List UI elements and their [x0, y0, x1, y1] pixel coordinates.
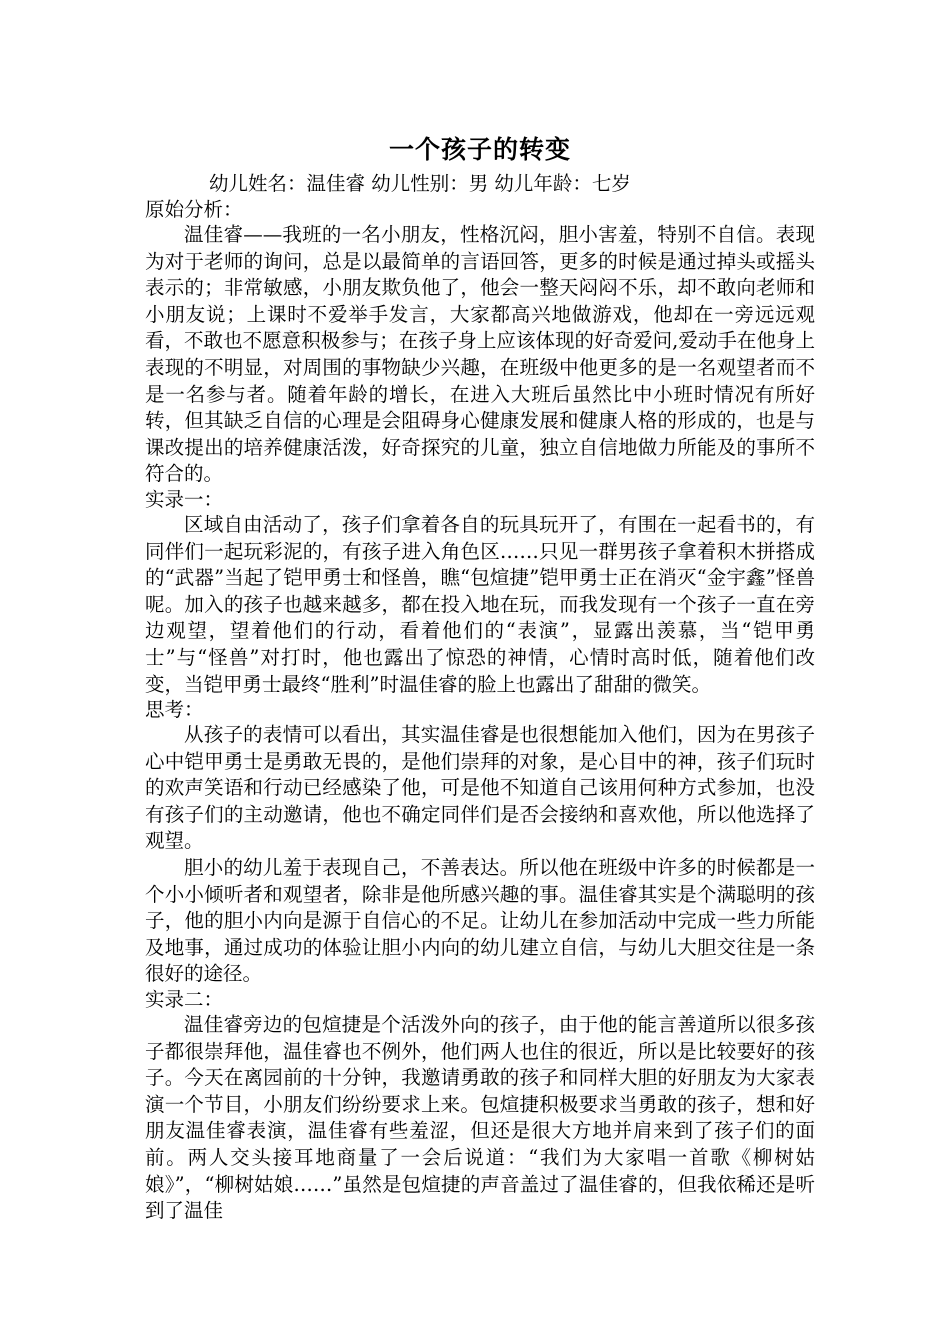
section-heading: 思考： — [145, 698, 204, 722]
section-record-two — [145, 988, 815, 1225]
paragraph: 从孩子的表情可以看出，其实温佳睿是也很想能加入他们，因为在男孩子心中铠甲勇士是勇敢无畏的，是他们崇拜的对象，是心目中的神，孩子们玩时的欢声笑语和行动已经感染了他，可是他不知道自己该用何种方式参加，也没有孩子们的主动邀请，他也不确定同伴们是否会接纳和喜欢他，所以他选择了观望。 — [145, 723, 815, 853]
child-info-line: 幼儿姓名：温佳睿 幼儿性别：男 幼儿年龄：七岁 — [209, 172, 631, 195]
section-heading: 实录一： — [145, 487, 224, 511]
section-reflection — [145, 698, 815, 988]
section-record-one — [145, 488, 815, 698]
section-heading: 原始分析： — [145, 198, 243, 221]
document-title: 一个孩子的转变 — [388, 135, 571, 164]
section-heading: 实录二： — [145, 988, 224, 1012]
paragraph: 区域自由活动了，孩子们拿着各自的玩具玩开了，有围在一起看书的，有同伴们一起玩彩泥的，有孩子进入角色区……只见一群男孩子拿着积木拼搭成的“武器”当起了铠甲勇士和怪兽，瞧“包煊捷”铠甲勇士正在消灭“金宇鑫”怪兽呢。加入的孩子也越来越多，都在投入地在玩，而我发现有一个孩子一直在旁边观望，望着他们的行动，看着他们的“表演”，显露出羡慕，当“铠甲勇士”与“怪兽”对打时，他也露出了惊恐的神情，心情时高时低，随着他们改变，当铠甲勇士最终“胜利”时温佳睿的脸上也露出了甜甜的微笑。 — [145, 512, 815, 696]
document-page — [145, 132, 815, 1225]
section-original-analysis — [145, 198, 815, 488]
paragraph: 温佳睿旁边的包煊捷是个活泼外向的孩子，由于他的能言善道所以很多孩子都很崇拜他，温佳睿也不例外，他们两人也住的很近，所以是比较要好的孩子。今天在离园前的十分钟，我邀请勇敢的孩子和同样大胆的好朋友为大家表演一个节目，小朋友们纷纷要求上来。包煊捷积极要求当勇敢的孩子，想和好朋友温佳睿表演，温佳睿有些羞涩，但还是很大方地并肩来到了孩子们的面前。两人交头接耳地商量了一会后说道：“我们为大家唱一首歌《柳树姑娘》”，“柳树姑娘……”虽然是包煊捷的声音盖过了温佳睿的，但我依稀还是听到了温佳 — [145, 1013, 815, 1223]
paragraph: 胆小的幼儿羞于表现自己，不善表达。所以他在班级中许多的时候都是一个小小倾听者和观望者，除非是他所感兴趣的事。温佳睿其实是个满聪明的孩子，他的胆小内向是源于自信心的不足。让幼儿在参加活动中完成一些力所能及地事，通过成功的体验让胆小内向的幼儿建立自信，与幼儿大胆交往是一条很好的途径。 — [145, 856, 815, 986]
paragraph: 温佳睿——我班的一名小朋友，性格沉闷，胆小害羞，特别不自信。表现为对于老师的询问，总是以最简单的言语回答，更多的时候是通过掉头或摇头表示的；非常敏感，小朋友欺负他了，他会一整天闷闷不乐，却不敢向老师和小朋友说；上课时不爱举手发言，大家都高兴地做游戏，他却在一旁远远观看，不敢也不愿意积极参与；在孩子身上应该体现的好奇爱问,爱动手在他身上表现的不明显，对周围的事物缺少兴趣，在班级中他更多的是一名观望者而不是一名参与者。随着年龄的增长，在进入大班后虽然比中小班时情况有所好转，但其缺乏自信的心理是会阻碍身心健康发展和健康人格的形成的，也是与课改提出的培养健康活泼，好奇探究的儿童，独立自信地做力所能及的事所不符合的。 — [145, 223, 815, 486]
